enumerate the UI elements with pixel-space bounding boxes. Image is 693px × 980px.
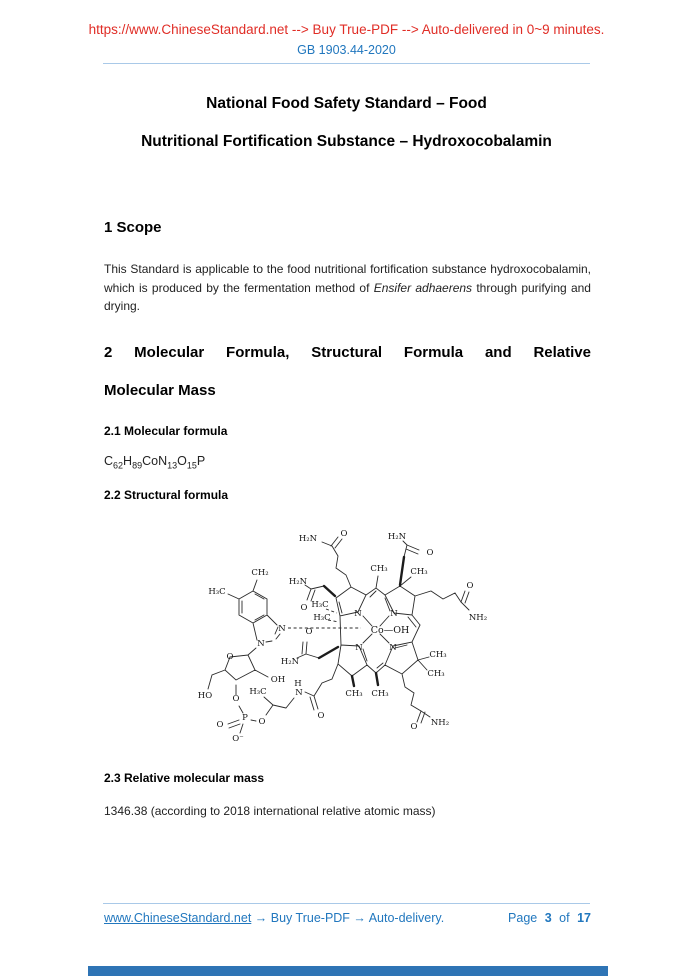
footer-rule bbox=[103, 903, 590, 904]
atom-label: P bbox=[242, 713, 248, 723]
atom-label: CH₂ bbox=[251, 568, 269, 578]
atom-label: O bbox=[317, 711, 325, 721]
atom-label: CH₃ bbox=[370, 564, 388, 574]
section-2-2-heading: 2.2 Structural formula bbox=[104, 488, 229, 502]
atom-label: H₂N bbox=[280, 657, 300, 667]
atom-label: HO bbox=[197, 691, 213, 701]
atom-label: H₃C bbox=[311, 600, 329, 610]
of-word: of bbox=[559, 911, 570, 925]
page-total: 17 bbox=[577, 911, 591, 925]
footer-site-link[interactable]: www.ChineseStandard.net bbox=[104, 911, 252, 925]
atom-label: OH bbox=[270, 675, 286, 685]
atom-label: O bbox=[300, 603, 308, 613]
hydroxocobalamin-structure-svg bbox=[148, 527, 548, 772]
structural-formula-diagram bbox=[148, 527, 548, 772]
atom-label: N bbox=[390, 609, 398, 619]
atom-label: H₃C bbox=[208, 587, 226, 597]
atom-label: N bbox=[257, 639, 265, 649]
atom-label: H₂N bbox=[298, 534, 318, 544]
bottom-bar bbox=[88, 966, 608, 976]
atom-label: O bbox=[466, 581, 474, 591]
section-2-heading-line1: 2 Molecular Formula, Structural Formula and Relative bbox=[104, 344, 591, 361]
atom-label: N bbox=[295, 688, 303, 698]
atom-label: O bbox=[232, 694, 240, 704]
atom-label: H₃C bbox=[313, 613, 331, 623]
atom-label: O bbox=[226, 652, 234, 662]
footer bbox=[104, 911, 591, 925]
atom-label: N bbox=[278, 624, 286, 634]
footer-tagline: → Buy True-PDF → Auto-delivery. bbox=[251, 911, 445, 925]
atom-label: O bbox=[216, 720, 224, 730]
atom-label: H₃C bbox=[249, 687, 267, 697]
atom-label: O bbox=[426, 548, 434, 558]
single-bonds bbox=[208, 541, 469, 733]
atom-label: Co—OH bbox=[370, 625, 410, 636]
atom-label: CH₃ bbox=[427, 669, 445, 679]
atom-label: N bbox=[389, 643, 397, 653]
atom-label: H₂N bbox=[387, 532, 407, 542]
relative-molecular-mass: 1346.38 (according to 2018 international relative atomic mass) bbox=[104, 804, 436, 818]
page-current: 3 bbox=[544, 911, 552, 925]
atom-label: CH₃ bbox=[429, 650, 447, 660]
wedge-bonds bbox=[319, 557, 404, 686]
atom-label: O bbox=[340, 529, 348, 539]
scope-paragraph: This Standard is applicable to the food nutritional fortification substance hydroxocobalamin, which is produced by the fermentation method of Ensifer adhaerens through purifying and drying. bbox=[104, 262, 591, 313]
double-bonds bbox=[228, 537, 469, 728]
promo-link[interactable]: https://www.ChineseStandard.net --> Buy True-PDF --> Auto-delivered in 0~9 minutes. bbox=[88, 22, 605, 37]
atom-label: O bbox=[305, 627, 313, 637]
header-rule bbox=[103, 63, 590, 64]
atom-label: NH₂ bbox=[430, 718, 450, 728]
atom-label: NH₂ bbox=[468, 613, 488, 623]
section-2-heading-line2: Molecular Mass bbox=[104, 382, 216, 399]
document-title-line2: Nutritional Fortification Substance – Hydroxocobalamin bbox=[141, 133, 552, 150]
atom-label: O⁻ bbox=[232, 734, 244, 744]
atom-label: O bbox=[410, 722, 418, 732]
atom-label: H bbox=[294, 679, 302, 689]
structure-labels bbox=[198, 529, 487, 744]
atom-label: CH₃ bbox=[345, 689, 363, 699]
document-title-line1: National Food Safety Standard – Food bbox=[206, 95, 487, 112]
section-1-heading: 1 Scope bbox=[104, 219, 162, 236]
atom-label: N bbox=[355, 643, 363, 653]
atom-label: O bbox=[258, 717, 266, 727]
footer-left bbox=[104, 911, 444, 925]
page-word: Page bbox=[508, 911, 538, 925]
page-indicator bbox=[504, 911, 591, 925]
section-2-1-heading: 2.1 Molecular formula bbox=[104, 424, 228, 438]
atom-label: CH₃ bbox=[371, 689, 389, 699]
standard-code: GB 1903.44-2020 bbox=[297, 43, 396, 57]
section-2-3-heading: 2.3 Relative molecular mass bbox=[104, 771, 265, 785]
atom-label: H₂N bbox=[288, 577, 308, 587]
atom-label: CH₃ bbox=[410, 567, 428, 577]
molecular-formula: $C_{62}H_{89}CoN_{13}O_{15}P$ bbox=[104, 454, 206, 471]
atom-label: N bbox=[354, 609, 362, 619]
